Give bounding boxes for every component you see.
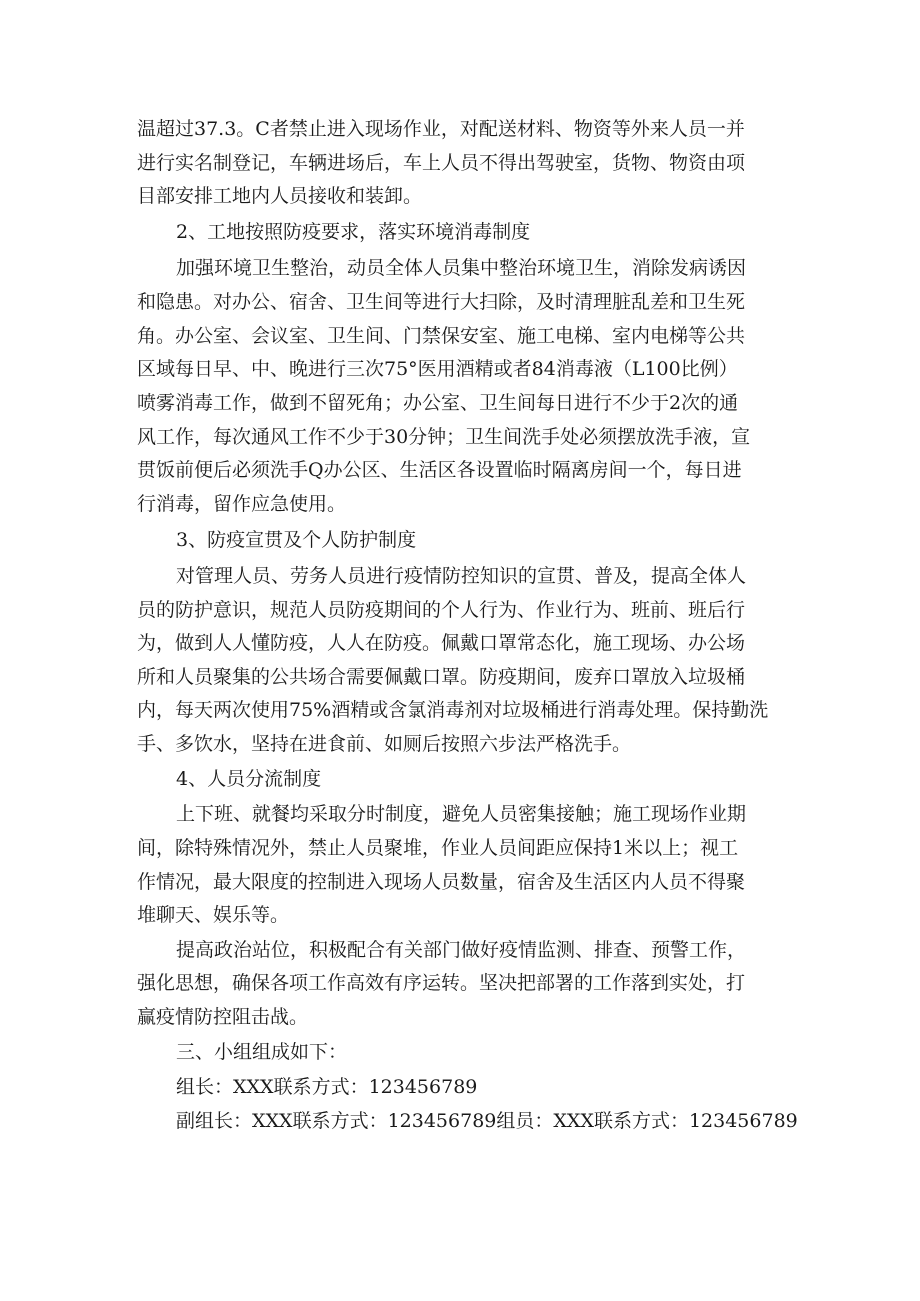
text-line: 目部安排工地内人员接收和装卸。 — [137, 185, 423, 207]
text-line: 手、多饮水，坚持在进食前、如厕后按照六步法严格洗手。 — [137, 733, 632, 755]
text-line: 间，除特殊情况外，禁止人员聚堆，作业人员间距应保持1米以上；视工 — [137, 837, 739, 859]
text-line: 进行实名制登记，车辆进场后，车上人员不得出驾驶室，货物、物资由项 — [137, 152, 746, 174]
text-line: 对管理人员、劳务人员进行疫情防控知识的宣贯、普及，提高全体人 — [176, 565, 747, 587]
text-line: 为，做到人人懂防疫，人人在防疫。佩戴口罩常态化，施工现场、办公场 — [137, 632, 746, 654]
text-line: 喷雾消毒工作，做到不留死角；办公室、卫生间每日进行不少于2次的通 — [137, 392, 739, 414]
text-line: 赢疫情防控阻击战。 — [137, 1006, 309, 1028]
contact-line: 组长：XXX联系方式：123456789 — [176, 1076, 478, 1098]
section-heading: 4、人员分流制度 — [176, 768, 322, 790]
text-line: 内，每天两次使用75%酒精或含氯消毒剂对垃圾桶进行消毒处理。保持勤洗 — [137, 699, 769, 721]
text-line: 角。办公室、会议室、卫生间、门禁保安室、施工电梯、室内电梯等公共 — [137, 325, 746, 347]
text-line: 区域每日早、中、晚进行三次75°医用酒精或者84消毒液（L100比例） — [137, 358, 738, 380]
text-line: 和隐患。对办公、宿舍、卫生间等进行大扫除，及时清理脏乱差和卫生死 — [137, 291, 746, 313]
contact-line: 副组长：XXX联系方式：123456789组员：XXX联系方式：123456789 — [176, 1110, 798, 1132]
text-line: 上下班、就餐均采取分时制度，避免人员密集接触；施工现场作业期 — [176, 803, 747, 825]
text-line: 贯饭前便后必须洗手Q办公区、生活区各设置临时隔离房间一个，每日进 — [137, 459, 742, 481]
text-line: 行消毒，留作应急使用。 — [137, 493, 347, 515]
text-line: 堆聊天、娱乐等。 — [137, 904, 290, 926]
section-heading: 2、工地按照防疫要求，落实环境消毒制度 — [176, 221, 531, 243]
text-line: 加强环境卫生整治，动员全体人员集中整治环境卫生，消除发病诱因 — [176, 257, 747, 279]
text-line: 作情况，最大限度的控制进入现场人员数量，宿舍及生活区内人员不得聚 — [137, 871, 746, 893]
text-line: 风工作，每次通风工作不少于30分钟；卫生间洗手处必须摆放洗手液，宣 — [137, 426, 751, 448]
text-line: 强化思想，确保各项工作高效有序运转。坚决把部署的工作落到实处，打 — [137, 972, 746, 994]
text-line: 员的防护意识，规范人员防疫期间的个人行为、作业行为、班前、班后行 — [137, 599, 746, 621]
text-line: 提高政治站位，积极配合有关部门做好疫情监测、排查、预警工作， — [176, 939, 747, 961]
section-heading: 3、防疫宣贯及个人防护制度 — [176, 529, 417, 551]
text-line: 所和人员聚集的公共场合需要佩戴口罩。防疫期间，废弃口罩放入垃圾桶 — [137, 666, 746, 688]
text-line: 温超过37.3。C者禁止进入现场作业，对配送材料、物资等外来人员一并 — [137, 118, 745, 140]
section-heading: 三、小组组成如下： — [176, 1041, 348, 1063]
